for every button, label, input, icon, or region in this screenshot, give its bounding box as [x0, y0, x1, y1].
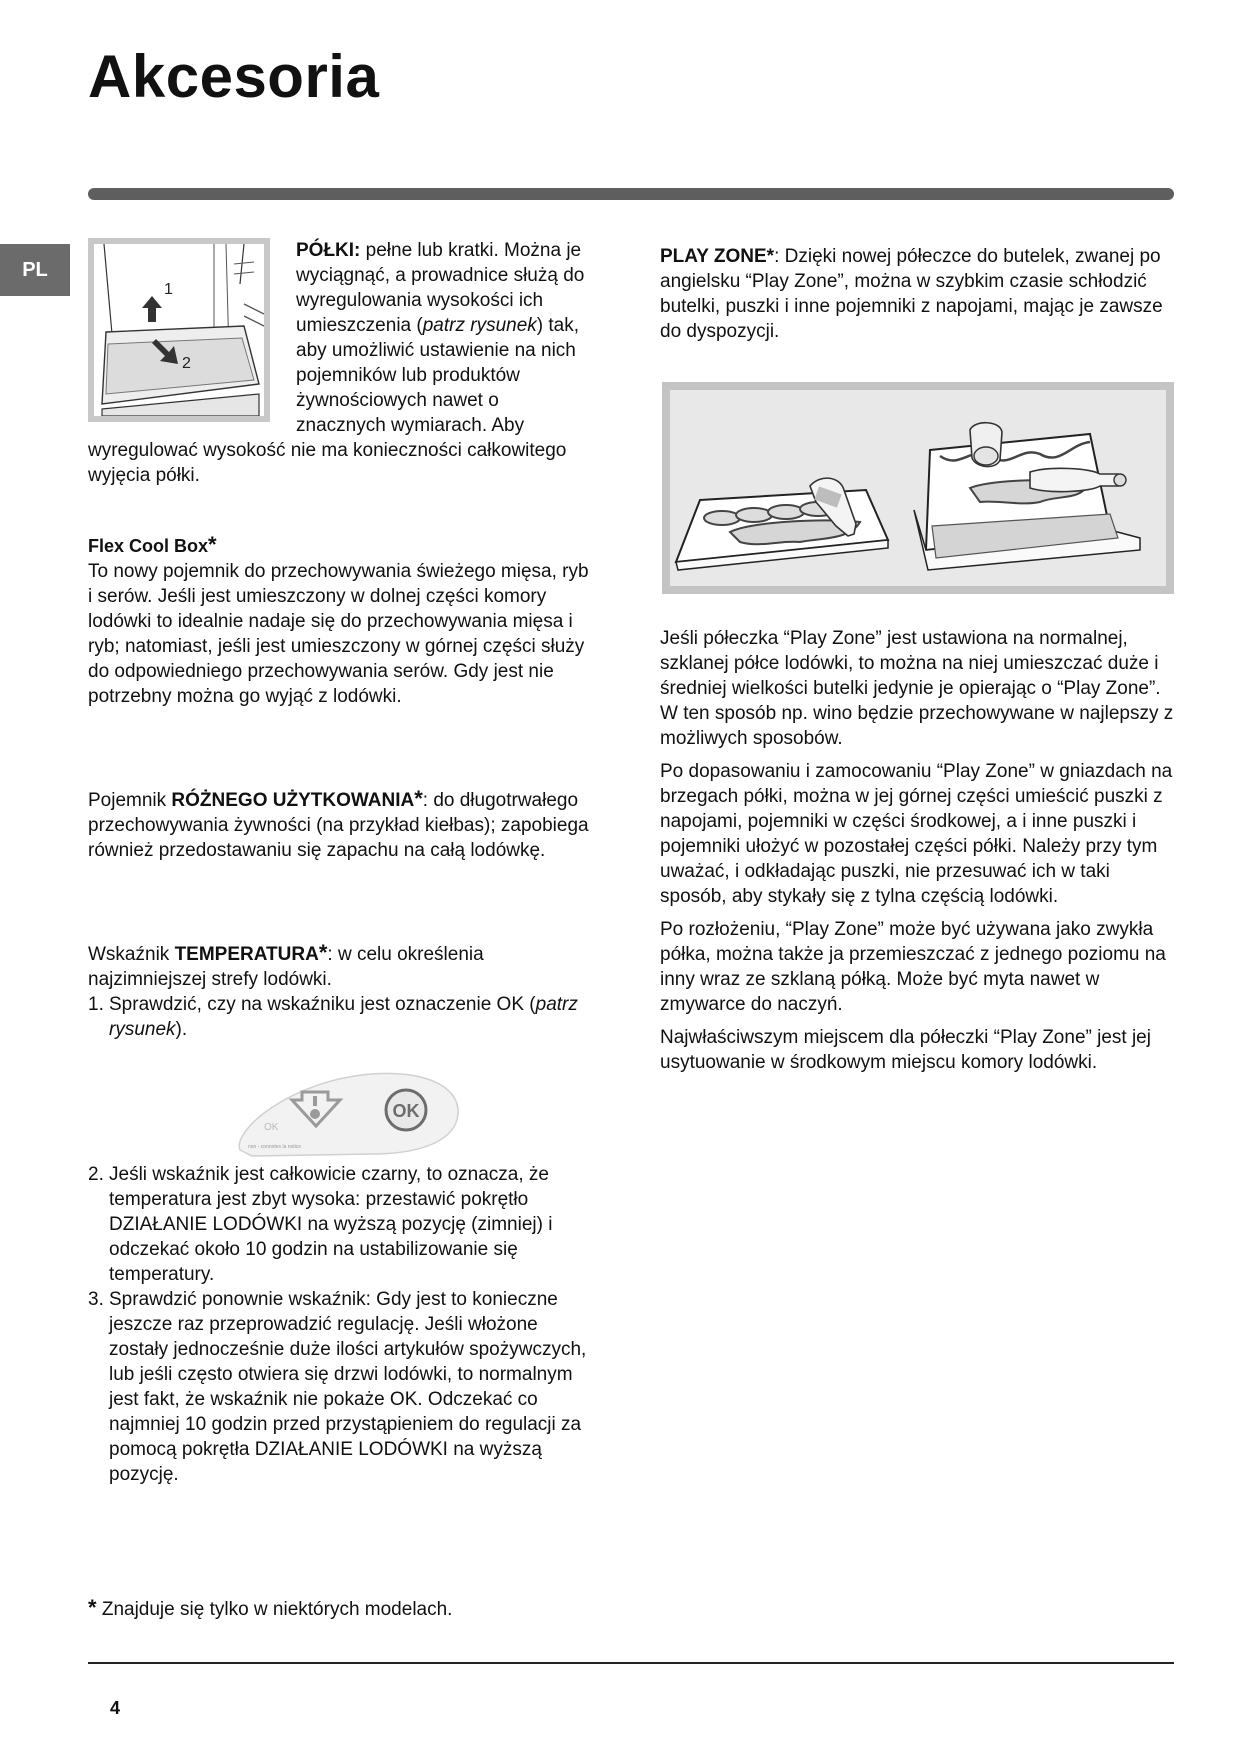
- footnote: * Znajduje się tylko w niektórych modelach.: [88, 1595, 453, 1620]
- flex-cool-box-heading: Flex Cool Box: [88, 536, 209, 556]
- ok-badge-label: OK: [392, 1101, 420, 1121]
- figure-label-2: 2: [182, 355, 191, 372]
- play-zone-intro: PLAY ZONE*: Dzięki nowej półeczce do butelek, zwanej po angielsku “Play Zone”, można w szybkim czasie schłodzić butelki, puszki i inne pojemniki z napojami, mając je zawsze do dyspozycji.: [660, 246, 1163, 342]
- play-zone-illustration: [662, 382, 1174, 594]
- footer-rule: [88, 1662, 1174, 1664]
- page-number: 4: [110, 1698, 121, 1718]
- figure-label-1: 1: [164, 281, 173, 298]
- temperature-heading: TEMPERATURA: [174, 944, 319, 965]
- play-zone-heading: PLAY ZONE: [660, 246, 767, 267]
- play-zone-paragraph: Najwłaściwszym miejscem dla półeczki “Play Zone” jest jej usytuowanie w środkowym miejscu komory lodówki.: [660, 1027, 1151, 1073]
- language-tab: PL: [0, 244, 70, 296]
- multi-use-section: Pojemnik RÓŻNEGO UŻYTKOWANIA*: do długotrwałego przechowywania żywności (na przykład kiełbas); zapobiega również przedostawaniu się zapachu na całą lodówkę.: [88, 786, 589, 861]
- step-item: 3. Sprawdzić ponownie wskaźnik: Gdy jest to konieczne jeszcze raz przeprowadzić regulację. Jeśli włożone zostały jednocześnie duże ilości artykułów spożywczych, lub jeśli często otwiera się drzwi lodówki, to normalnym jest fakt, że wskaźnik nie pokaże OK. Odczekać co najmniej 10 godzin przed przystąpieniem do regulacji za pomocą pokrętła DZIAŁANIE LODÓWKI na wyższą pozycję.: [88, 1289, 587, 1485]
- header-rule: [88, 188, 1174, 200]
- play-zone-paragraph: Po dopasowaniu i zamocowaniu “Play Zone” w gniazdach na brzegach półki, można w jej górnej części umieścić puszki z napojami, pojemniki w części środkowej, a i inne puszki i pojemniki ułożyć w pozostałej części półki. Należy przy tym uważać, i odkładając puszki, nie przesuwać ich w taki sposób, aby stykały się z tylna częścią lodówki.: [660, 761, 1173, 907]
- can-icon: [970, 423, 1002, 467]
- temperature-steps-continued: [88, 1162, 593, 1487]
- play-zone-paragraph: Jeśli półeczka “Play Zone” jest ustawiona na normalnej, szklanej półce lodówki, to można na niej umieszczać duże i średniej wielkości butelki jedynie je opierając o “Play Zone”. W ten sposób np. wino będzie przechowywane w najlepszy z możliwych sposobów.: [660, 628, 1174, 749]
- play-zone-details: [660, 626, 1175, 1075]
- multi-use-heading: RÓŻNEGO UŻYTKOWANIA: [171, 790, 415, 811]
- step-item: 2. Jeśli wskaźnik jest całkowicie czarny, to oznacza, że temperatura jest zbyt wysoka: przestawić pokrętło DZIAŁANIE LODÓWKI na wyższą pozycję (zimniej) i odczekać około 10 godzin na ustabilizowanie się temperatury.: [88, 1164, 553, 1285]
- shelves-section: [88, 238, 593, 488]
- flex-cool-box-text: To nowy pojemnik do przechowywania świeżego mięsa, ryb i serów. Jeśli jest umieszczony w dolnej części komory lodówki to idealnie nadaje się do przechowywania mięsa i ryb; natomiast, jeśli jest umieszczony w górnej części służy do odpowiedniego przechowywania serów. Gdy jest nie potrzebny można go wyjąć z lodówki.: [88, 561, 589, 707]
- temperature-steps: [88, 992, 593, 1042]
- page-title: Akcesoria: [88, 43, 380, 110]
- step-item: 1. Sprawdzić, czy na wskaźniku jest oznaczenie OK (patrz rysunek).: [88, 994, 578, 1040]
- temperature-indicator-illustration: [232, 1070, 462, 1158]
- shelf-drawing: [94, 244, 264, 416]
- temperature-section: Wskaźnik TEMPERATURA*: w celu określenia najzimniejszej strefy lodówki. 1. Sprawdzić, czy na wskaźniku jest oznaczenie OK (patrz rysunek).: [88, 940, 593, 1042]
- flex-cool-box-section: Flex Cool Box* To nowy pojemnik do przechowywania świeżego mięsa, ryb i serów. Jeśli jest umieszczony w dolnej części komory lodówki to idealnie nadaje się do przechowywania mięsa i ryb; natomiast, jeśli jest umieszczony w górnej części służy do odpowiedniego przechowywania serów. Gdy jest nie potrzebny można go wyjąć z lodówki.: [88, 532, 593, 709]
- indicator-small-ok: OK: [264, 1122, 279, 1133]
- shelves-heading: PÓŁKI:: [296, 240, 361, 261]
- shelves-text: PÓŁKI: pełne lub kratki. Można je wyciągnąć, a prowadnice służą do wyregulowania wysokości ich umieszczenia (patrz rysunek) tak, aby umożliwić ustawienie na nich pojemników lub produktów żywnościowych nawet o znacznych wymiarach. Aby wyregulować wysokość nie ma konieczności całkowitego wyjęcia półki.: [88, 240, 585, 486]
- play-zone-paragraph: Po rozłożeniu, “Play Zone” może być używana jako zwykła półka, można także ja przemieszczać z jednego poziomu na inny wraz ze szklaną półką. Może być myta nawet w zmywarce do naczyń.: [660, 919, 1166, 1015]
- indicator-caption: non - connotes la notice: [248, 1144, 302, 1150]
- shelf-illustration: [88, 238, 270, 422]
